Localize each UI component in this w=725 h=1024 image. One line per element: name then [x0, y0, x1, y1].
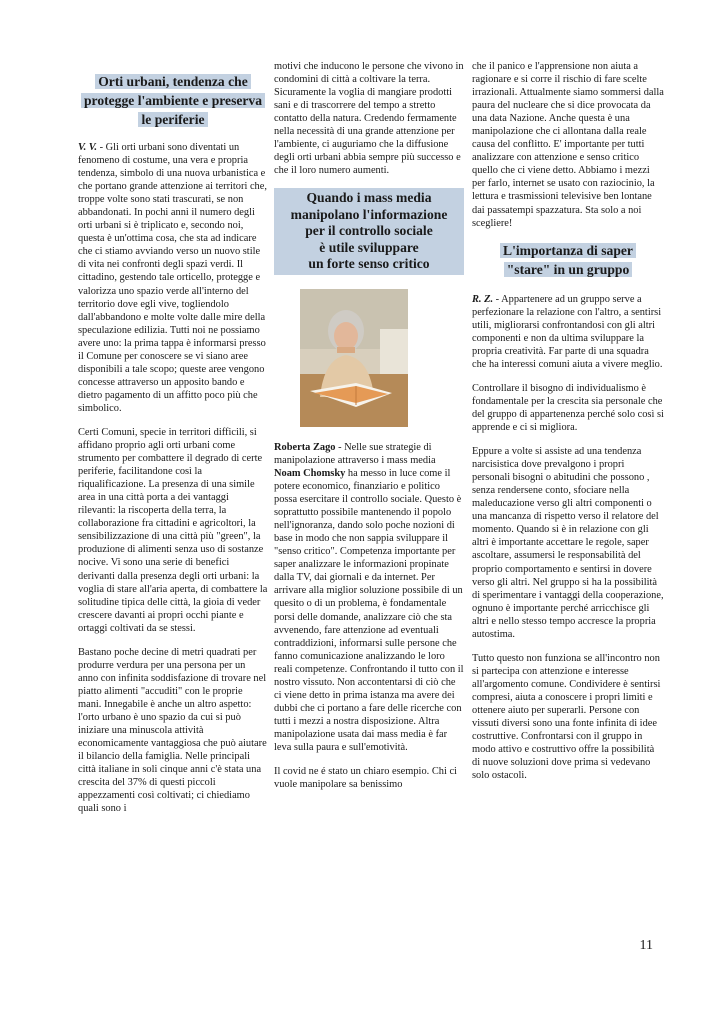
paragraph: Il covid ne é stato un chiaro esempio. Chi ci vuole manipolare sa benissimo	[274, 766, 457, 791]
paragraph: Roberta Zago - Nelle sue strategie di manipolazione attraverso i mass media Noam Chomsky ha messo in luce come il potere economico, finanziario e politico possa esercitare il controllo sociale. Questo è soprattutto possibile mantenendo il popolo nell'ignoranza, dando solo poche nozioni di base in modo che non sappia sviluppare il "senso critico". Competenza importante per saper analizzare le informazioni propinate dalla TV, dai giornali e da internet. Per arrivare alla miglior soluzione possibile di un quesito o di un problema, è fondamentale porsi delle domande, analizzare ciò che sta avvenendo, fare attenzione ad eventuali contraddizioni, informarsi sulle persone che fanno comunicazione analizzando le loro reali competenze. Confrontando il tutto con il nostro vissuto. Non accontentarsi di ciò che ci viene detto in prima istanza ma avere dei dubbi che ci portano a fare delle ricerche con tutti i mezzi a nostra disposizione. Altra manipolazione usata dai mass media è far leva sulla paura e sull'emotività.	[274, 441, 464, 753]
person-name: Noam Chomsky	[274, 468, 346, 480]
column-1	[78, 72, 268, 826]
article-title-gruppo: L'importanza di saper "stare" in un gruppo	[472, 241, 664, 279]
paragraph: che il panico e l'apprensione non aiuta a ragionare e si corre il rischio di fare scelte irrazionali. Attualmente siamo sommersi dalla paura del nucleare che si dice provocata da una data Nazione. Anche questa è una manipolazione che ci allontana dalla reale causa del conflitto. E' importante per tutti analizzare con attenzione e senso critico quello che ci viene detto. Abbiamo i mezzi per farlo, internet se usato con raziocinio, la lettura e trasmissioni televisive ben lontane dai passatempi spazzatura. Sta solo a noi scegliere!	[472, 61, 664, 229]
byline: Roberta Zago	[274, 441, 336, 453]
article-title-mass-media: Quando i mass media manipolano l'informazione per il controllo sociale è utile sviluppare un forte senso critico	[274, 188, 464, 275]
page-number: 11	[639, 938, 653, 953]
paragraph: Controllare il bisogno di individualismo è fondamentale per la crescita sia personale che del gruppo di appartenenza perché solo così si apprende e ci si migliora.	[472, 382, 664, 434]
paragraph: Certi Comuni, specie in territori difficili, si affidano proprio agli orti urbani come strumento per combattere il degrado di certe periferie, facilitandone così la riqualificazione. La presenza di una simile area in una città porta a dei vantaggi rilevanti: la riscoperta della terra, la collaborazione fra cittadini e agricoltori, la sensibilizzazione di una città più "green", la produzione di alimenti senza uso di sostanze nocive. Vi sono una serie di benefici derivanti dalla presenza degli orti urbani: la voglia di stare all'aria aperta, di combattere la solitudine tipica delle città, la gioia di veder crescere davanti ai propri occhi piante e ortaggi coltivati da se stessi.	[78, 426, 268, 634]
byline: V. V.	[78, 142, 97, 153]
paragraph: R. Z. - Appartenere ad un gruppo serve a perfezionare la relazione con l'altro, a sentirsi utili, migliorarsi confrontandosi con gli altri componenti e non da ultima sviluppare la propria creatività. Far parte di una squadra che ha interessi comuni aiuta a vivere meglio.	[472, 293, 663, 370]
paragraph: Eppure a volte si assiste ad una tendenza narcisistica dove prevalgono i propri personali bisogni o abitudini che possono , senza rendersene conto, sfociare nella maleducazione verso gli altri componenti o una mancanza di rispetto verso il relatore del momento. Quando si è in relazione con gli altri è importante accettare le regole, saper ascoltare, assumersi le responsabilità del proprio comportamento e sentirsi in dovere verso gli altri. Nel gruppo si ha la possibilità di sperimentare i vantaggi della cooperazione, ognuno è importante perché arricchisce gli altri e nello stesso tempo accresce la propria autostima.	[472, 446, 664, 640]
column-3	[472, 60, 664, 793]
author-photo	[300, 289, 408, 427]
column-2	[274, 60, 464, 802]
paragraph: Tutto questo non funziona se all'incontro non si partecipa con attenzione e interesse all'argomento comune. Condividere è sentirsi compresi, aiuta a conoscere i propri limiti e ottenere aiuto per superarli. Persone con vissuti diversi sono una fonte infinita di idee costruttive. Confrontarsi con il gruppo in modo attivo e costruttivo offre la possibilità di nuove soluzioni dove prima si vedevano solo ostacoli.	[472, 652, 661, 782]
paragraph: motivi che inducono le persone che vivono in condomini di città a coltivare la terra. Sicuramente la voglia di mangiare prodotti sani e di trascorrere del tempo a stretto contatto della natura. Credendo fermamente nella necessità di una grande attenzione per l'ambiente, ci auguriamo che la diffusione degli orti urbani abbia sempre più successo e che il loro numero aumenti.	[274, 61, 464, 177]
article-title-orti-urbani: Orti urbani, tendenza che protegge l'ambiente e preserva le periferie	[78, 72, 268, 129]
paragraph: Bastano poche decine di metri quadrati per produrre verdura per una persona per un anno con infinita soddisfazione di trovare nel piatto alimenti "accuditi" con le proprie mani. Innegabile è anche un altro aspetto: l'orto urbano è uno spazio da cui si può iniziare una minuscola attività economicamente vantaggiosa che può aiutare il bilancio della famiglia. Nelle principali città italiane in soli cinque anni c'è stata una crescita del 37% di questi piccoli appezzamenti così coltivati; ci chiediamo quali sono i	[78, 646, 267, 815]
byline: R. Z.	[472, 293, 494, 305]
paragraph: V. V. - Gli orti urbani sono diventati un fenomeno di costume, una vera e propria tendenza, simbolo di una nuova urbanistica e che portano grande attenzione ai territori che, troppe volte sono stati trascurati, se non abbandonati. In pochi anni il numero degli orti urbani si è triplicato e, secondo noi, questa è un'ottima cosa, che sta ad indicare che ci stiamo avviando verso un nuovo stile di vita nei confronti degli spazi verdi. Il cittadino, gestendo tale orticello, protegge e valorizza uno spazio verde all'interno del territorio dove egli vive, togliendolo dall'abbandono e molte volte dalle mire della speculazione edilizia. Tutti noi ne possiamo avere uno: la prima tappa è informarsi presso il Comune per conoscere se vi siano aree disponibili a tale scopo; queste aree vengono concesse attraverso un apposito bando e dietro pagamento di un affitto poco più che simbolico.	[78, 142, 267, 414]
